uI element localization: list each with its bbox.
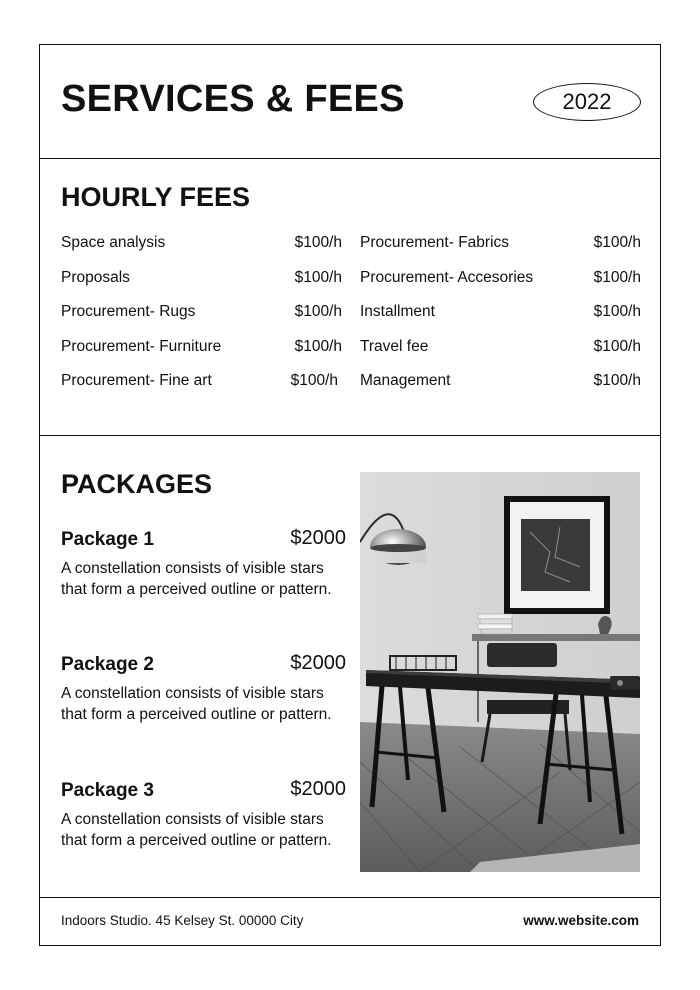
fee-name: Installment — [360, 303, 435, 321]
fee-row — [360, 234, 641, 269]
fee-row — [360, 338, 641, 373]
hourly-fees-title: HOURLY FEES — [61, 182, 251, 212]
hourly-fees-section — [40, 159, 660, 436]
fee-price: $100/h — [294, 268, 342, 286]
fee-price: $100/h — [593, 372, 641, 390]
fee-price: $100/h — [593, 268, 641, 286]
document-frame — [39, 44, 661, 946]
fee-row — [61, 303, 342, 338]
fee-name: Procurement- Fine art — [61, 372, 212, 390]
package-card — [61, 529, 346, 600]
footer-website-link[interactable]: www.website.com — [523, 913, 639, 928]
fee-name: Procurement- Rugs — [61, 303, 196, 321]
package-name: Package 1 — [61, 529, 154, 550]
header-section — [40, 45, 660, 159]
package-card — [61, 780, 346, 851]
fee-price: $100/h — [294, 234, 342, 251]
fee-price: $100/h — [593, 337, 641, 355]
fee-row — [61, 269, 342, 304]
interior-photo — [360, 472, 640, 872]
fee-row — [360, 269, 641, 304]
fee-name: Management — [360, 372, 451, 390]
fee-name: Proposals — [61, 268, 130, 286]
package-name: Package 3 — [61, 780, 154, 801]
page-title: SERVICES & FEES — [61, 78, 405, 120]
fee-price: $100/h — [593, 303, 641, 321]
fee-row — [360, 372, 641, 407]
package-description: A constellation consists of visible stars that form a perceived outline or pattern. — [61, 811, 332, 849]
package-name: Package 2 — [61, 654, 154, 675]
fee-list-right — [360, 234, 641, 407]
year-badge: 2022 — [533, 83, 641, 121]
fee-name: Procurement- Fabrics — [360, 234, 510, 251]
fee-price: $100/h — [290, 372, 338, 390]
fee-row — [61, 234, 342, 269]
footer-address: Indoors Studio. 45 Kelsey St. 00000 City — [61, 913, 304, 928]
fee-price: $100/h — [294, 303, 342, 321]
package-price: $2000 — [290, 652, 346, 674]
fee-name: Procurement- Furniture — [61, 337, 222, 355]
fee-name: Procurement- Accesories — [360, 268, 534, 286]
package-description: A constellation consists of visible stars that form a perceived outline or pattern. — [61, 560, 332, 598]
fee-price: $100/h — [294, 337, 342, 355]
fee-row — [61, 338, 342, 373]
package-price: $2000 — [290, 527, 346, 549]
package-description: A constellation consists of visible stars that form a perceived outline or pattern. — [61, 685, 332, 723]
fee-name: Space analysis — [61, 234, 166, 251]
fee-price: $100/h — [593, 234, 641, 251]
fee-list-left — [61, 234, 342, 407]
packages-title: PACKAGES — [61, 469, 213, 499]
package-card — [61, 654, 346, 725]
fee-row — [360, 303, 641, 338]
packages-section — [40, 436, 660, 898]
fee-row — [61, 372, 342, 407]
fee-name: Travel fee — [360, 337, 429, 355]
package-price: $2000 — [290, 778, 346, 800]
